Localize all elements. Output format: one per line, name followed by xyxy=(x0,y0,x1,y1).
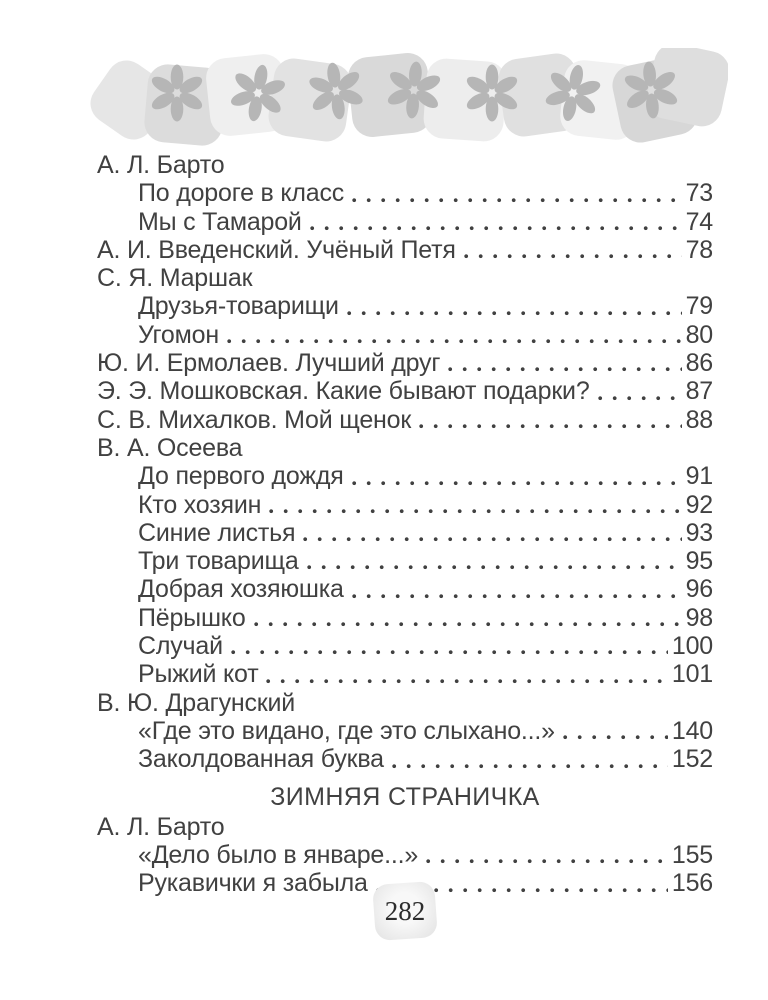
toc-page-number: 95 xyxy=(685,547,713,576)
toc-page-number: 87 xyxy=(685,377,713,406)
toc-entry-text: Мы с Тамарой xyxy=(138,207,302,236)
table-of-contents xyxy=(97,151,713,898)
toc-page-number: 73 xyxy=(685,179,713,208)
toc-page-number: 88 xyxy=(685,405,713,434)
toc-entry-text: Рыжий кот xyxy=(138,660,259,689)
toc-page-number: 79 xyxy=(685,292,713,321)
toc-row xyxy=(97,264,713,292)
page-number-badge xyxy=(374,883,436,939)
toc-entry-text: Добрая хозяюшка xyxy=(138,575,344,604)
dot-leader xyxy=(307,565,682,570)
toc-entry-text: Друзья-товарищи xyxy=(138,292,339,321)
toc-page-number: 140 xyxy=(671,716,713,745)
dot-leader xyxy=(347,311,682,316)
toc-page-number: 96 xyxy=(685,575,713,604)
toc-entry-text: Три товарища xyxy=(138,547,299,576)
toc-row xyxy=(97,813,713,841)
toc-row xyxy=(97,349,713,377)
toc-row xyxy=(97,519,713,547)
toc-entry-text: До первого дождя xyxy=(138,462,344,491)
toc-entry-text: А. Л. Барто xyxy=(97,151,225,179)
toc-row xyxy=(97,406,713,434)
toc-row xyxy=(97,151,713,179)
toc-entry-text: Ю. И. Ермолаев. Лучший друг xyxy=(97,349,441,378)
toc-entry-text: В. А. Осеева xyxy=(97,433,243,462)
dot-leader xyxy=(563,735,668,740)
toc-entry-text: С. В. Михалков. Мой щенок xyxy=(97,405,412,434)
toc-entry-text: А. Л. Барто xyxy=(97,812,225,841)
toc-row xyxy=(97,547,713,575)
toc-entry-text: Э. Э. Мошковская. Какие бывают подарки? xyxy=(97,377,590,406)
toc-row xyxy=(97,841,713,869)
toc-page-number: 100 xyxy=(671,632,713,661)
toc-row xyxy=(97,491,713,519)
dot-leader xyxy=(266,679,667,684)
section-heading: ЗИМНЯЯ СТРАНИЧКА xyxy=(270,782,540,811)
toc-page-number: 86 xyxy=(685,349,713,378)
dot-leader xyxy=(448,367,681,372)
toc-entry-text: Кто хозяин xyxy=(138,490,262,519)
toc-entry-text: Случай xyxy=(138,632,223,661)
toc-row xyxy=(97,179,713,207)
toc-entry-text: Пёрышко xyxy=(138,603,246,632)
toc-page-number: 93 xyxy=(685,518,713,547)
toc-row xyxy=(97,292,713,320)
toc-page-number: 152 xyxy=(671,745,713,774)
toc-row xyxy=(97,745,713,773)
dot-leader xyxy=(419,424,682,429)
toc-row xyxy=(97,377,713,405)
toc-page-number: 101 xyxy=(671,660,713,689)
toc-row xyxy=(97,236,713,264)
toc-entry-text: «Дело было в январе...» xyxy=(138,841,419,870)
toc-entry-text: По дороге в класс xyxy=(138,179,345,208)
dot-leader xyxy=(231,650,668,655)
toc-entry-text: А. И. Введенский. Учёный Петя xyxy=(97,235,456,264)
toc-page-number: 91 xyxy=(685,462,713,491)
toc-entry-text: Заколдованная буква xyxy=(138,745,384,774)
dot-leader xyxy=(392,764,668,769)
dot-leader xyxy=(426,859,668,864)
toc-row xyxy=(97,717,713,745)
dot-leader xyxy=(352,594,682,599)
toc-entry-text: Угомон xyxy=(138,320,219,349)
toc-page-number: 156 xyxy=(671,869,713,898)
toc-page-number: 80 xyxy=(685,320,713,349)
toc-row xyxy=(97,462,713,490)
dot-leader xyxy=(352,198,682,203)
toc-row xyxy=(97,208,713,236)
toc-page-number: 78 xyxy=(685,235,713,264)
toc-page-number: 92 xyxy=(685,490,713,519)
toc-row xyxy=(97,632,713,660)
toc-entry-text: С. Я. Маршак xyxy=(97,264,253,293)
dot-leader xyxy=(254,622,682,627)
toc-row xyxy=(97,604,713,632)
toc-row xyxy=(97,434,713,462)
dot-leader xyxy=(310,226,682,231)
dot-leader xyxy=(352,481,682,486)
toc-entry-text: Рукавички я забыла xyxy=(138,869,368,898)
dot-leader xyxy=(598,396,682,401)
toc-row xyxy=(97,660,713,688)
toc-page-number: 98 xyxy=(685,603,713,632)
toc-row xyxy=(97,689,713,717)
toc-entry-text: Синие листья xyxy=(138,518,296,547)
toc-entry-text: В. Ю. Драгунский xyxy=(97,688,296,717)
toc-page-number: 155 xyxy=(671,841,713,870)
dot-leader xyxy=(464,254,682,259)
dot-leader xyxy=(269,509,681,514)
toc-page-number: 74 xyxy=(685,207,713,236)
toc-row xyxy=(97,321,713,349)
decorative-band-svg xyxy=(88,48,728,158)
dot-leader xyxy=(227,339,682,344)
toc-entry-text: «Где это видано, где это слыхано...» xyxy=(138,716,555,745)
page-number: 282 xyxy=(384,895,426,926)
dot-leader xyxy=(303,537,681,542)
toc-row xyxy=(97,575,713,603)
